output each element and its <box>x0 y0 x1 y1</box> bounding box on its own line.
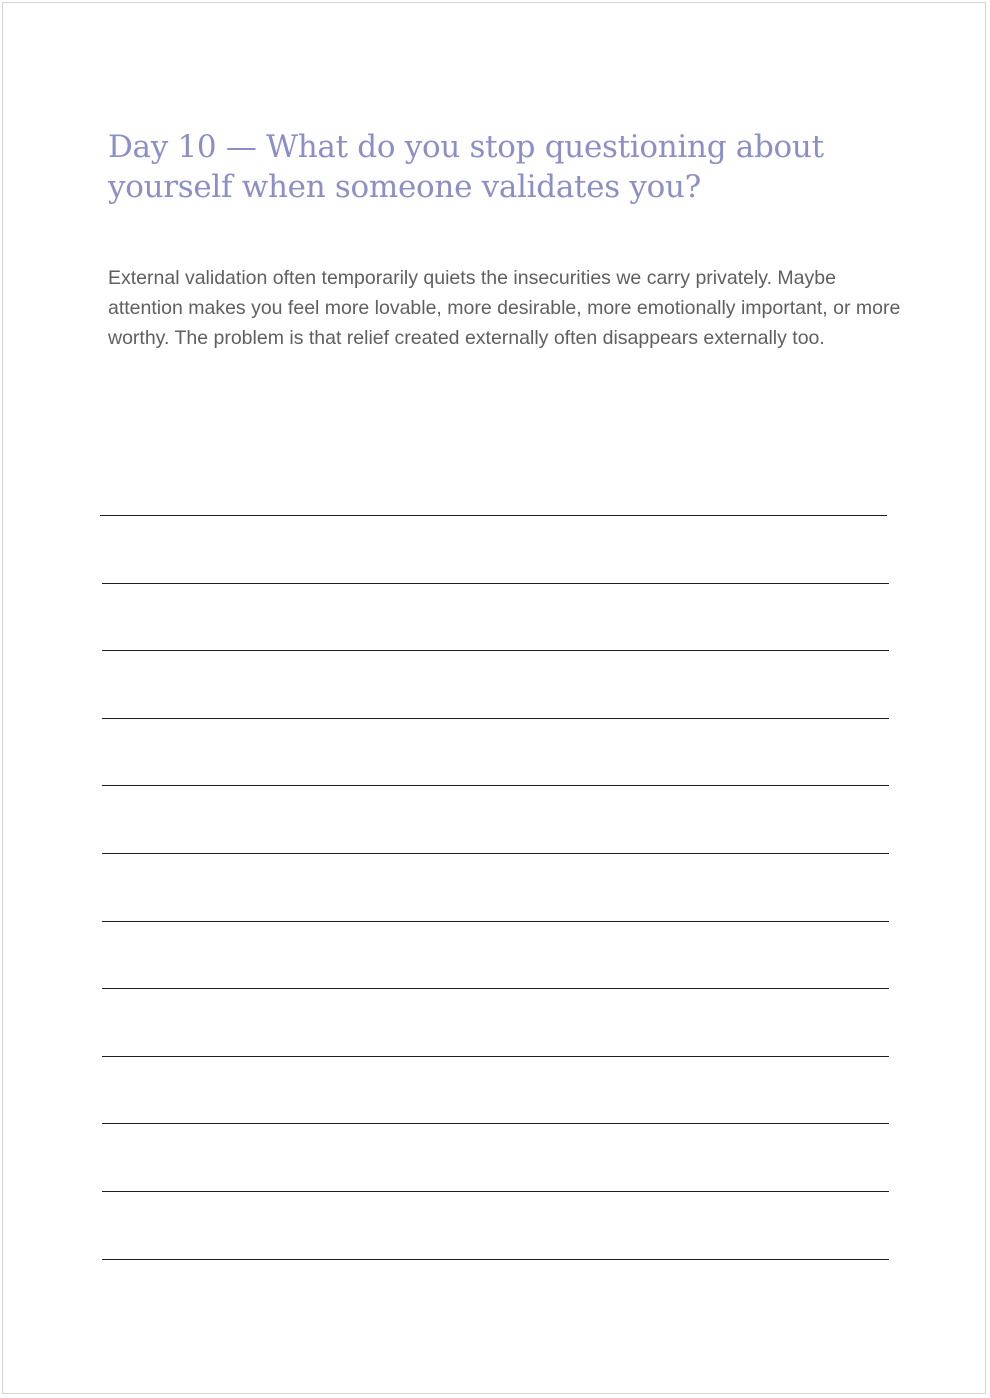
writing-line <box>102 853 889 854</box>
writing-line <box>100 515 887 516</box>
writing-line <box>102 988 889 989</box>
writing-line <box>102 718 889 719</box>
writing-line <box>102 650 889 651</box>
writing-line <box>102 583 889 584</box>
writing-line <box>102 1191 889 1192</box>
page-title: Day 10 — What do you stop questioning about yourself when someone validates you? <box>108 129 824 205</box>
writing-line <box>102 1056 889 1057</box>
journal-page <box>2 2 986 1394</box>
writing-line <box>102 1123 889 1124</box>
prompt-description: External validation often temporarily quiets the insecurities we carry privately. Maybe attention makes you feel more lovable, more desirable, more emotionally important, or more worthy. The problem is that relief created externally often disappears externally too. <box>108 267 901 349</box>
writing-lines <box>3 3 985 1393</box>
writing-line <box>102 1259 889 1260</box>
writing-line <box>102 785 889 786</box>
writing-line <box>102 921 889 922</box>
